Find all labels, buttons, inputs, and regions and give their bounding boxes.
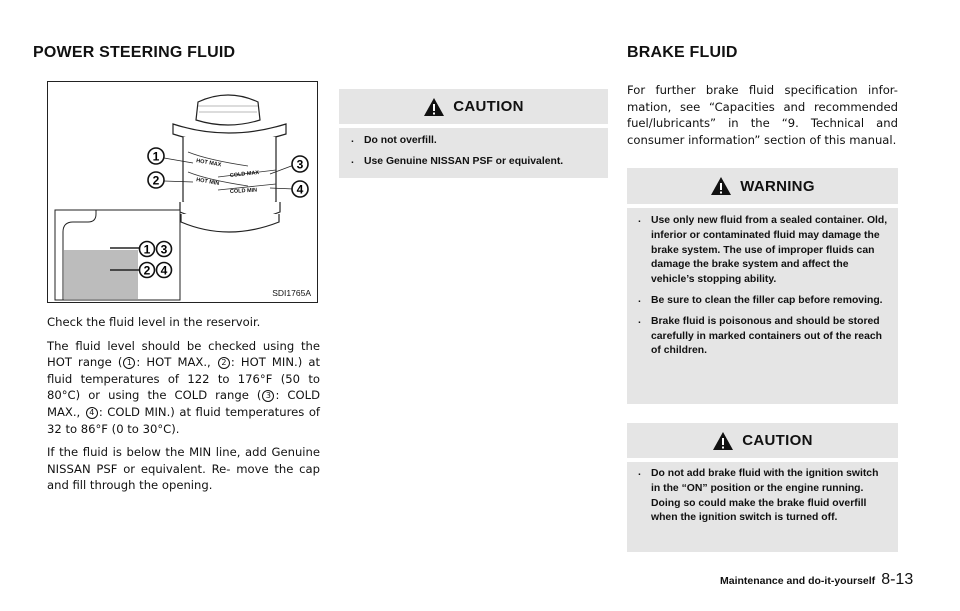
caution-list-ps [351, 134, 601, 176]
caution-item: . Do not overfill. [351, 134, 601, 149]
callout-4: 4 [296, 182, 304, 197]
caution-list-bf [638, 467, 890, 532]
reservoir-figure [47, 81, 318, 303]
callout-3: 3 [296, 157, 304, 172]
callout-1: 1 [152, 149, 160, 164]
cold-min-label: COLD MIN [229, 187, 258, 195]
callout-2: 2 [152, 173, 160, 188]
callout-ref-2: 2 [218, 357, 230, 369]
inset-callout-4: 4 [160, 263, 168, 278]
callouts [48, 82, 318, 303]
caution-title: CAUTION [742, 432, 813, 449]
callout-ref-4: 4 [86, 407, 98, 419]
inset-callout-2: 2 [143, 263, 151, 278]
cold-max-label: COLD MAX [229, 169, 260, 179]
paragraph-add-fluid: If the fluid is below the MIN line, add Genuine NISSAN PSF or equivalent. Re- move the cap and fill through the opening. [47, 445, 320, 493]
footer-section: Maintenance and do-it-yourself [720, 575, 876, 587]
caution-item: . Do not add brake fluid with the ignition switch in the “ON” position or the engine running. Doing so could make the brake fluid overfill when the ignition switch is turned off. [638, 467, 890, 526]
brake-fluid-intro: For further brake fluid specification infor- mation, see “Capacities and recommended fuel/lubricants” in the “9. Technical and consumer information” section of this manual. [627, 83, 898, 147]
caution-header-bf [627, 423, 898, 458]
text-segment: : COLD MAX., [47, 388, 321, 419]
text-segment: : COLD MIN.) at fluid temperatures of 32 to 86°F (0 to 30°C). [47, 404, 321, 436]
caution-title: CAUTION [453, 98, 524, 115]
warning-list-bf [638, 214, 890, 365]
warning-triangle-icon [712, 431, 734, 451]
paragraph-check-level: Check the fluid level in the reservoir. [47, 315, 261, 329]
text-segment: : HOT MAX., [136, 355, 211, 370]
power-steering-body [47, 314, 320, 501]
hot-min-label: HOT MIN [195, 177, 220, 188]
caution-header-ps [339, 89, 608, 124]
callout-ref-1: 1 [123, 357, 135, 369]
warning-item: . Use only new fluid from a sealed container. Old, inferior or contaminated fluid may damage the brake system. The use of improper fluids can damage the brake system and affect the vehicle’s stopping ability. [638, 214, 890, 288]
brake-fluid-heading: BRAKE FLUID [627, 44, 738, 61]
warning-item: . Brake fluid is poisonous and should be stored carefully in marked containers out of the reach of children. [638, 315, 890, 359]
warning-title: WARNING [740, 177, 815, 195]
page-footer [720, 571, 913, 589]
page-number: 8-13 [881, 571, 914, 588]
inset-callout-1: 1 [143, 242, 151, 257]
warning-item: . Be sure to clean the filler cap before removing. [638, 294, 890, 309]
hot-max-label: HOT MAX [195, 158, 222, 169]
power-steering-heading: POWER STEERING FLUID [33, 44, 236, 61]
figure-id: SDI1765A [272, 288, 311, 298]
text-segment: : HOT MIN.) at fluid temperatures of 122 to 176°F (50 to 80°C) or using the COLD range ( [47, 355, 321, 403]
text-segment: The fluid level should be checked using the HOT range ( [47, 338, 320, 370]
warning-triangle-icon [423, 97, 445, 117]
warning-triangle-icon [710, 176, 732, 196]
paragraph-ranges [47, 338, 320, 438]
inset-callout-3: 3 [160, 242, 168, 257]
caution-item: . Use Genuine NISSAN PSF or equivalent. [351, 155, 601, 170]
callout-ref-3: 3 [262, 390, 274, 402]
warning-header-bf [627, 168, 898, 204]
